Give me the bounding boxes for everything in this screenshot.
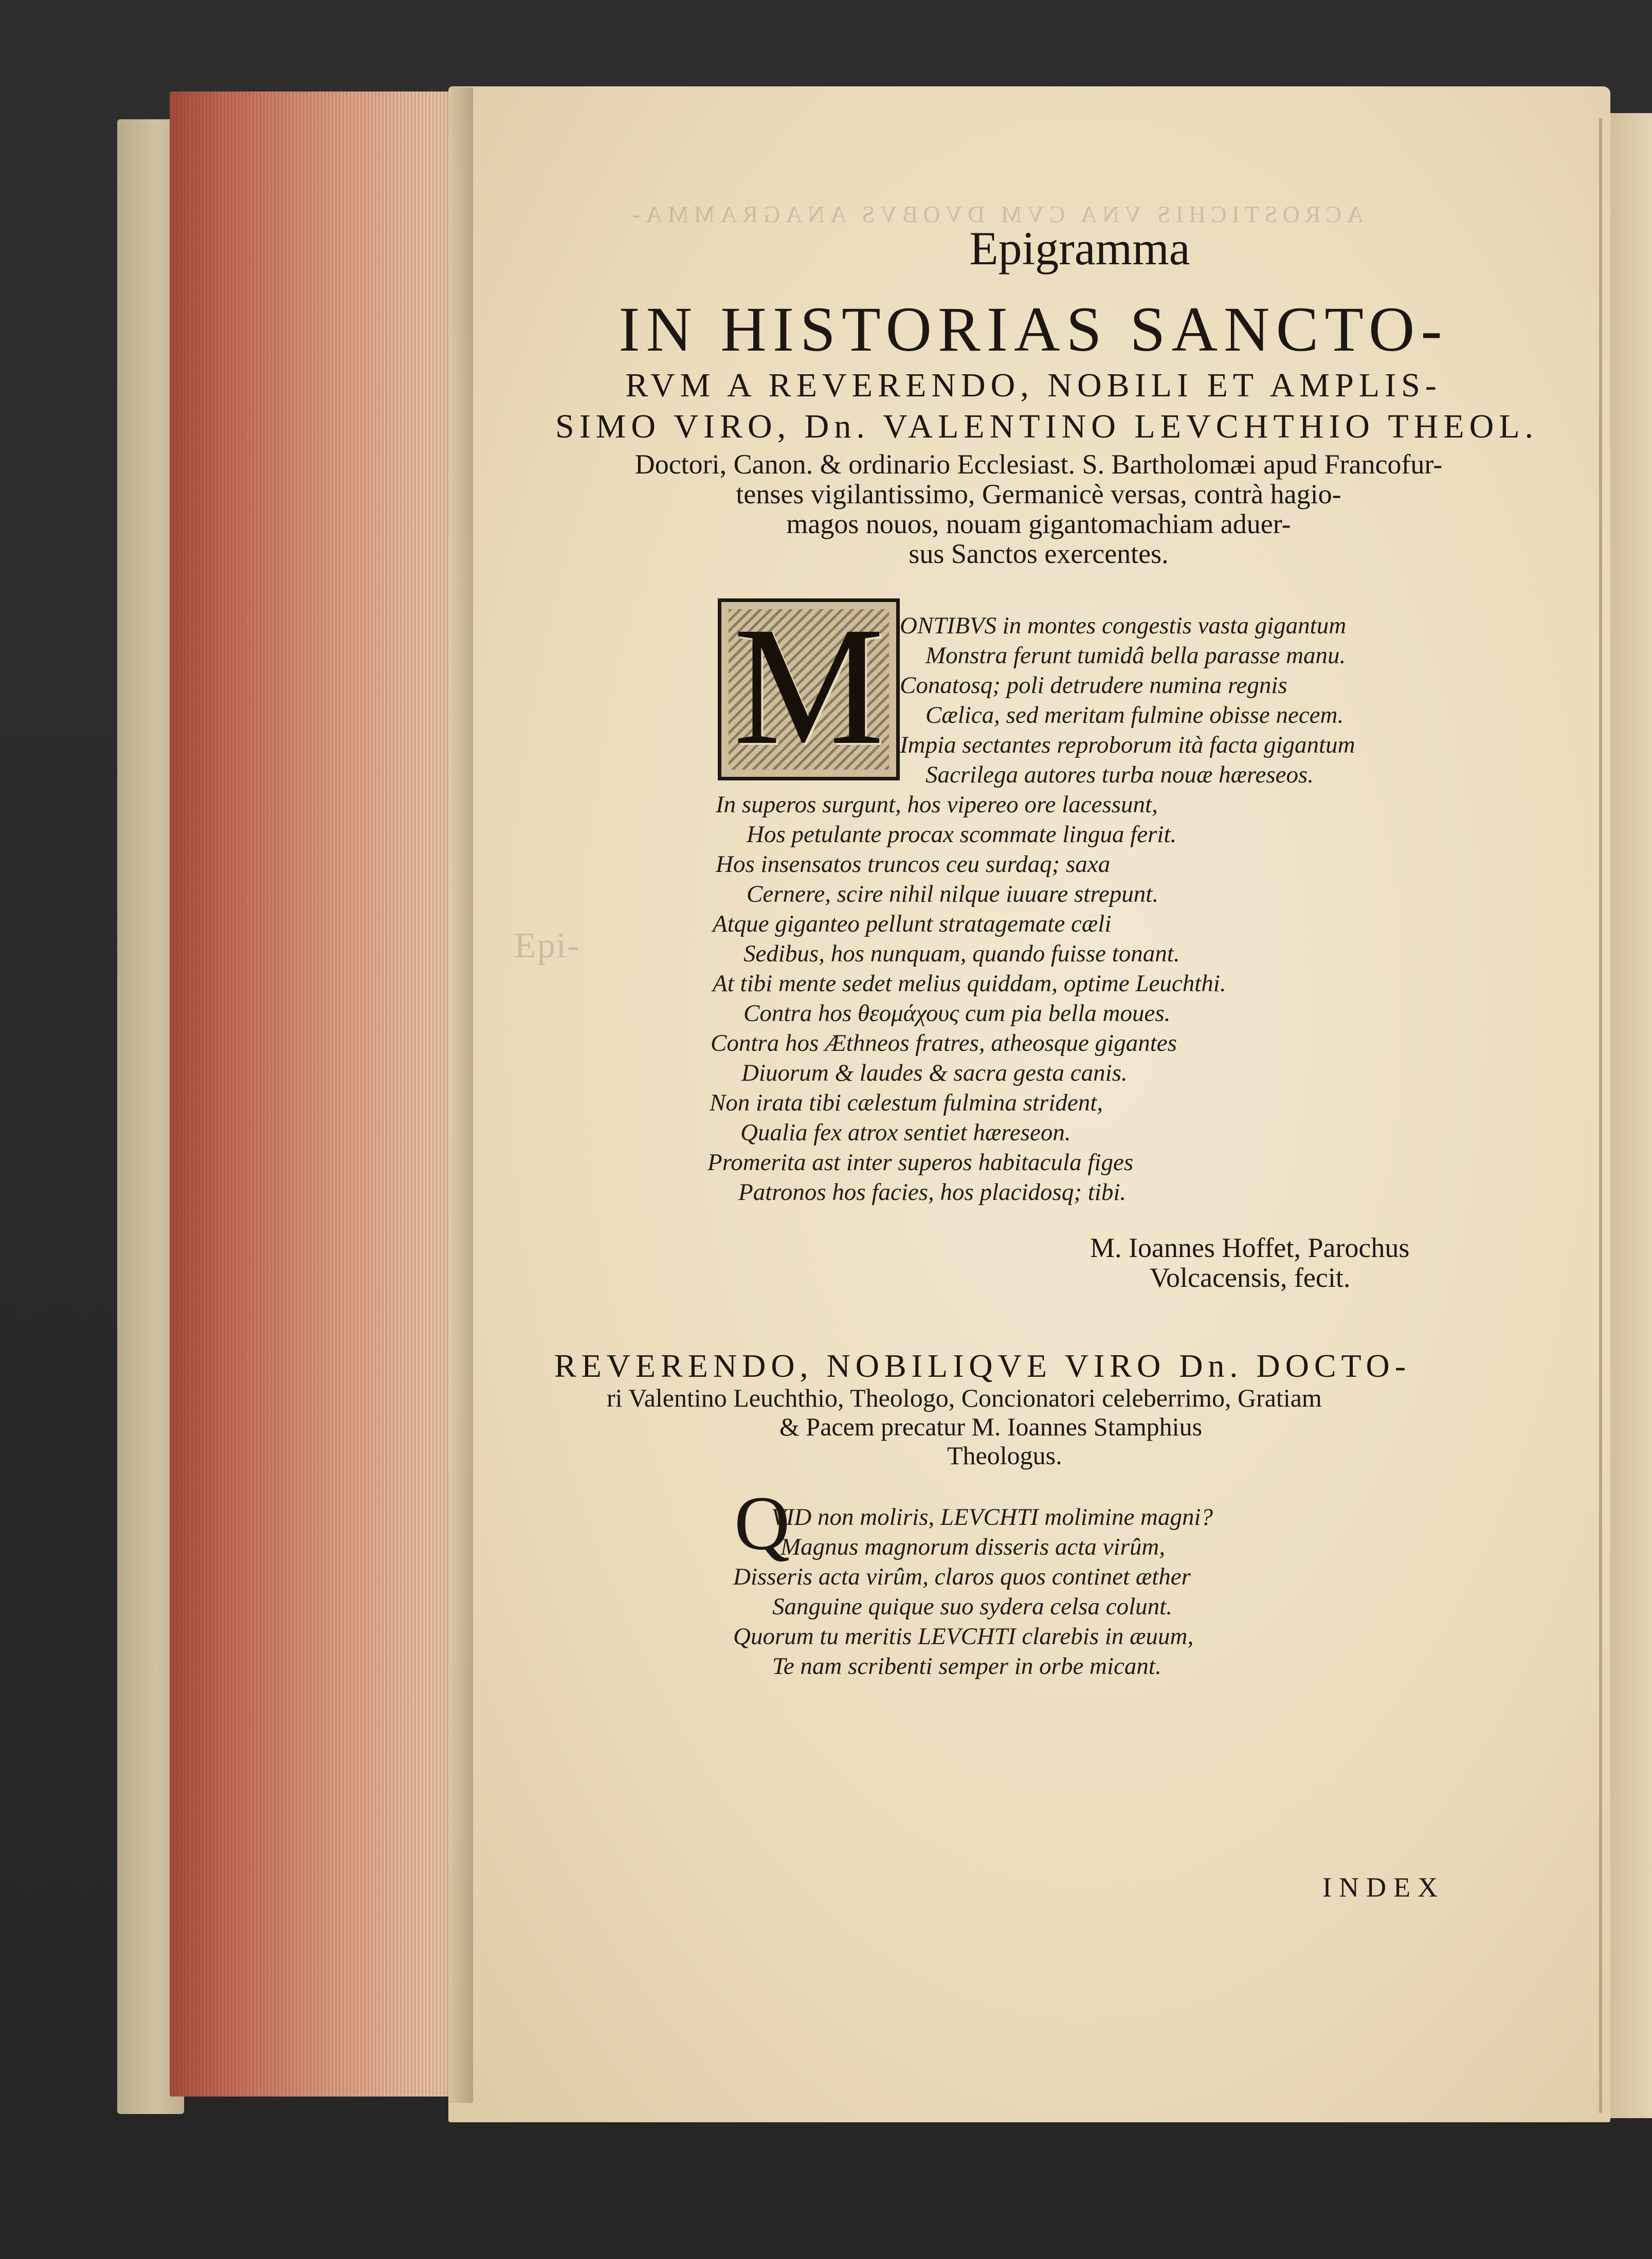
poem2-line-4: Sanguine quique suo sydera celsa colunt. bbox=[772, 1593, 1172, 1620]
poem1-line-15: Contra hos Æthneos fratres, atheosque gigantes bbox=[711, 1030, 1177, 1056]
heading-line-3: Doctori, Canon. & ordinario Ecclesiast. S. Bartholomæi apud Francofur- bbox=[634, 449, 1443, 480]
page-edges-red bbox=[170, 92, 458, 2097]
poem1-line-11: Atque giganteo pellunt stratagemate cæli bbox=[713, 910, 1112, 937]
heading-line-4: tenses vigilantissimo, Germanicè versas, contrà hagio- bbox=[736, 479, 1341, 509]
poem1-line-8: Hos petulante procax scommate lingua ferit. bbox=[747, 821, 1177, 848]
poem1-line-18: Qualia fex atrox sentiet hæreseon. bbox=[740, 1119, 1071, 1146]
gutter bbox=[1599, 118, 1602, 2113]
poem2-line-5: Quorum tu meritis LEVCHTI clarebis in æuum, bbox=[733, 1623, 1194, 1650]
poem1-line-2: Monstra ferunt tumidâ bella parasse manu. bbox=[925, 642, 1346, 669]
poem1-line-10: Cernere, scire nihil nilque iuuare strepunt. bbox=[747, 881, 1159, 907]
poem1-line-19: Promerita ast inter superos habitacula figes bbox=[707, 1149, 1134, 1176]
poem2-line-2: Magnus magnorum disseris acta virûm, bbox=[780, 1534, 1166, 1560]
heading-line-6: sus Sanctos exercentes. bbox=[909, 538, 1169, 569]
heading-line-5: magos nouos, nouam gigantomachiam aduer- bbox=[786, 508, 1291, 539]
poem1-line-9: Hos insensatos truncos ceu surdaq; saxa bbox=[716, 851, 1111, 878]
poem1-line-3: Conatosq; poli detrudere numina regnis bbox=[900, 672, 1287, 699]
heading-line-1: RVM A REVERENDO, NOBILI ET AMPLIS- bbox=[625, 367, 1442, 404]
poem1-line-14: Contra hos θεομάχους cum pia bella moues. bbox=[743, 1000, 1171, 1027]
bleed-through-catchword: Epi- bbox=[514, 926, 580, 965]
poem1-line-20: Patronos hos facies, hos placidosq; tibi. bbox=[738, 1179, 1127, 1206]
poem2-line-6: Te nam scribenti semper in orbe micant. bbox=[772, 1653, 1161, 1680]
poem1-line-5: Impia sectantes reproborum ità facta gigantum bbox=[900, 732, 1355, 758]
poem1-line-13: At tibi mente sedet melius quiddam, optime Leuchthi. bbox=[713, 970, 1226, 997]
facing-page-edge bbox=[1604, 113, 1652, 2118]
poem2-line-3: Disseris acta virûm, claros quos continet æther bbox=[733, 1563, 1191, 1590]
heading-caps: IN HISTORIAS SANCTO- bbox=[619, 294, 1448, 365]
poem1-line-4: Cælica, sed meritam fulmine obisse necem. bbox=[925, 702, 1344, 728]
dedication-line-2: & Pacem precatur M. Ioannes Stamphius bbox=[779, 1412, 1203, 1441]
poem1-line-6: Sacrilega autores turba nouæ hæreseos. bbox=[925, 761, 1314, 788]
page-title: Epigramma bbox=[969, 222, 1190, 275]
decorated-initial-m bbox=[718, 592, 900, 780]
dedication-caps: REVERENDO, NOBILIQVE VIRO Dn. DOCTO- bbox=[554, 1347, 1411, 1384]
dedication-line-3: Theologus. bbox=[947, 1441, 1062, 1470]
catchword: INDEX bbox=[1322, 1872, 1445, 1903]
poem1-line-1: ONTIBVS in montes congestis vasta gigantum bbox=[900, 612, 1347, 639]
signature-line-2: Volcacensis, fecit. bbox=[1150, 1262, 1351, 1293]
spine-shadow bbox=[442, 87, 473, 2103]
poem2-line-1: VID non moliris, LEVCHTI molimine magni? bbox=[771, 1504, 1213, 1531]
initial-q: Q bbox=[734, 1481, 790, 1566]
bleed-through-heading: ACROSTICHIS VNA CVM DVOBVS ANAGRAMMA- bbox=[627, 201, 1364, 227]
poem1-line-12: Sedibus, hos nunquam, quando fuisse tonant. bbox=[743, 940, 1180, 967]
poem1-line-16: Diuorum & laudes & sacra gesta canis. bbox=[741, 1060, 1128, 1086]
signature-line-1: M. Ioannes Hoffet, Parochus bbox=[1090, 1232, 1410, 1263]
heading-line-2: SIMO VIRO, Dn. VALENTINO LEVCHTHIO THEOL. bbox=[555, 408, 1539, 445]
poem1-line-17: Non irata tibi cælestum fulmina strident, bbox=[710, 1089, 1103, 1116]
initial-letter: M bbox=[733, 592, 884, 780]
poem1-line-7: In superos surgunt, hos vipereo ore lacessunt, bbox=[716, 791, 1158, 818]
dedication-line-1: ri Valentino Leuchthio, Theologo, Concionatori celeberrimo, Gratiam bbox=[607, 1383, 1322, 1412]
